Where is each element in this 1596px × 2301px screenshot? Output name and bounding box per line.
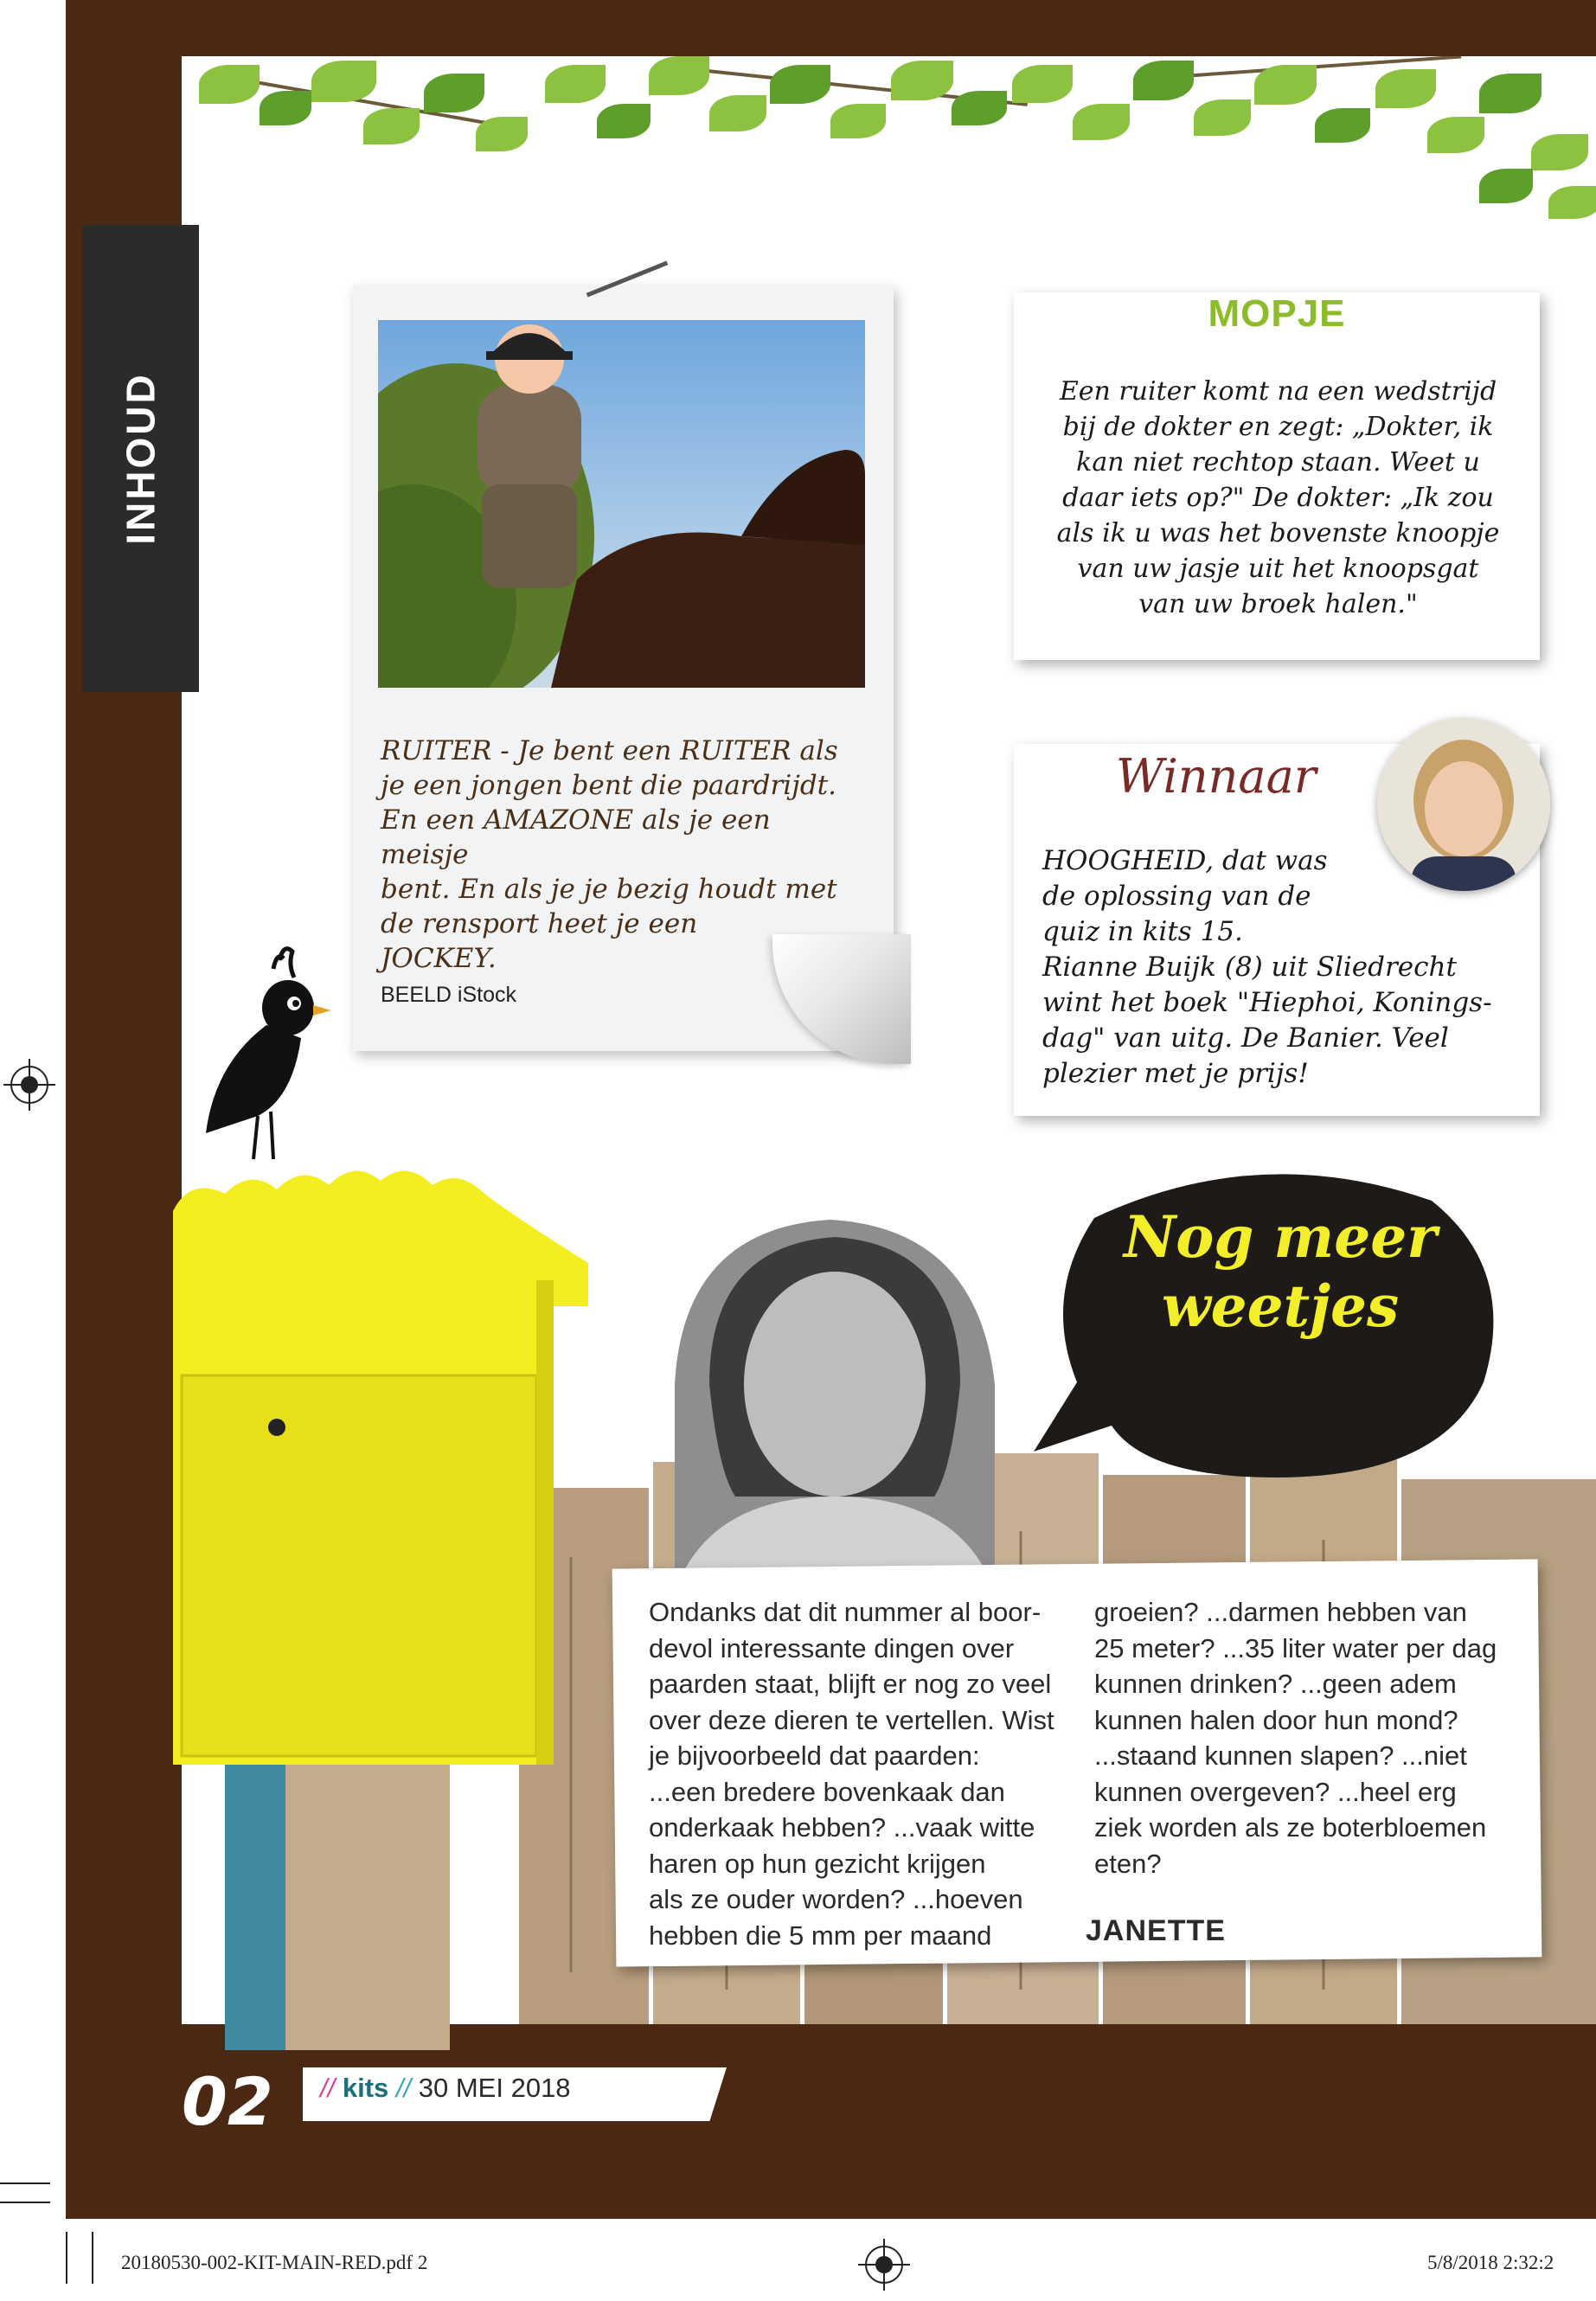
print-slug-file: 20180530-002-KIT-MAIN-RED.pdf 2 bbox=[121, 2252, 428, 2273]
bird-icon bbox=[197, 943, 336, 1176]
trim-mark bbox=[66, 2232, 67, 2284]
rider-illustration bbox=[378, 320, 865, 688]
mopje-title: MOPJE bbox=[1208, 292, 1346, 335]
trim-mark bbox=[0, 2202, 50, 2203]
photo-credit: BEELD iStock bbox=[381, 983, 517, 1007]
rider-photo bbox=[378, 320, 865, 688]
ruiter-text: RUITER - Je bent een RUITER als je een jongen bent die paardrijdt. En een AMAZONE als je een meisje bent. En als je je bezig houdt met de rensport heet je een JOCKEY. bbox=[381, 735, 838, 974]
article-column-2: groeien? ...darmen hebben van 25 meter? ...35 liter water per dag kunnen drinken? ...geen adem kunnen halen door hun mond? ...staand kunnen slapen? ...niet kunnen overgeven? ...heel erg ziek worden als ze boterbloemen eten? bbox=[1094, 1597, 1497, 1879]
article-author: JANETTE bbox=[1086, 1914, 1226, 1947]
print-slug-datetime: 5/8/2018 2:32:2 bbox=[1427, 2252, 1554, 2273]
registration-mark-icon bbox=[865, 2246, 903, 2284]
mopje-text: Een ruiter komt na een wedstrijd bij de dokter en zegt: „Dokter, ik kan niet rechtop staan. Weet u daar iets op?" De dokter: „Ik zou als ik u was het bovenste knoopje van uw jasje uit het knoopsgat van uw broek halen." bbox=[1056, 376, 1500, 619]
winnaar-text: HOOGHEID, dat was de oplossing van de quiz in kits 15. Rianne Buijk (8) uit Sliedrecht wint het boek "Hiephoi, Konings- dag" van uitg. De Banier. Veel plezier met je prijs! bbox=[1042, 845, 1492, 1089]
footer-slashes-left: // bbox=[320, 2073, 336, 2103]
author-portrait bbox=[675, 1211, 995, 1592]
winnaar-title: Winnaar bbox=[1116, 749, 1317, 804]
mailbox-icon bbox=[173, 1142, 606, 2050]
footer-line bbox=[320, 2073, 571, 2104]
footer-date: 30 MEI 2018 bbox=[418, 2073, 571, 2103]
registration-mark-icon bbox=[10, 1066, 48, 1104]
article-column-1: Ondanks dat dit nummer al boor- devol interessante dingen over paarden staat, blijft er nog zo veel over deze dieren te vertellen. Wist je bijvoorbeeld dat paarden: ...een bredere bovenkaak dan onderkaak hebben? ...vaak witte haren op hun gezicht krijgen als ze ouder worden? ...hoeven hebben die 5 mm per maand bbox=[649, 1597, 1054, 1951]
trim-mark bbox=[92, 2232, 93, 2284]
footer-slashes-right: // bbox=[395, 2073, 412, 2103]
trim-mark bbox=[0, 2182, 50, 2184]
bubble-text: Nog meer weetjes bbox=[1123, 1203, 1438, 1340]
section-tab-label: INHOUD bbox=[118, 372, 163, 545]
footer-brand: kits bbox=[342, 2073, 389, 2103]
page-number: 02 bbox=[182, 2063, 273, 2140]
